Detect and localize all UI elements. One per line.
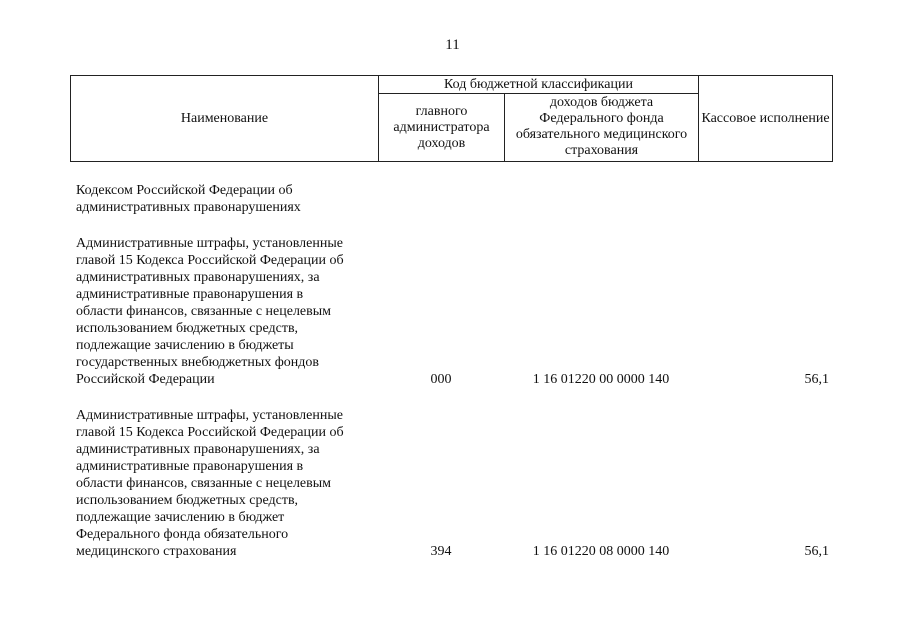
table-row bbox=[76, 235, 832, 388]
row-classification-code: 1 16 01220 00 0000 140 bbox=[532, 372, 670, 387]
table-row bbox=[76, 407, 832, 560]
header-name: Наименование bbox=[71, 76, 379, 162]
table-row bbox=[76, 182, 832, 216]
row-admin-code: 000 bbox=[430, 372, 452, 387]
page-number: 11 bbox=[445, 37, 460, 53]
header-code-group: Код бюджетной классификации bbox=[379, 76, 699, 94]
row-name: Административные штрафы, установленные главой 15 Кодекса Российской Федерации об административных правонарушениях, за административные правонарушения в области финансов, связанные с нецелевым использованием бюджетных средств, подлежащие зачислению в бюджеты государственных внебюджетных фондов Российской Федерации bbox=[76, 236, 344, 387]
row-amount: 56,1 bbox=[804, 544, 829, 559]
row-name: Кодексом Российской Федерации об административных правонарушениях bbox=[76, 183, 301, 215]
table-header bbox=[70, 75, 833, 162]
header-income: доходов бюджета Федерального фонда обязательного медицинского страхования bbox=[505, 94, 699, 162]
row-admin-code: 394 bbox=[430, 544, 452, 559]
header-execution: Кассовое исполнение bbox=[699, 76, 833, 162]
header-admin: главного администратора доходов bbox=[379, 94, 505, 162]
row-amount: 56,1 bbox=[804, 372, 829, 387]
row-name: Административные штрафы, установленные главой 15 Кодекса Российской Федерации об административных правонарушениях, за административные правонарушения в области финансов, связанные с нецелевым использованием бюджетных средств, подлежащие зачислению в бюджет Федерального фонда обязательного медицинского страхования bbox=[76, 408, 344, 559]
row-classification-code: 1 16 01220 08 0000 140 bbox=[532, 544, 670, 559]
